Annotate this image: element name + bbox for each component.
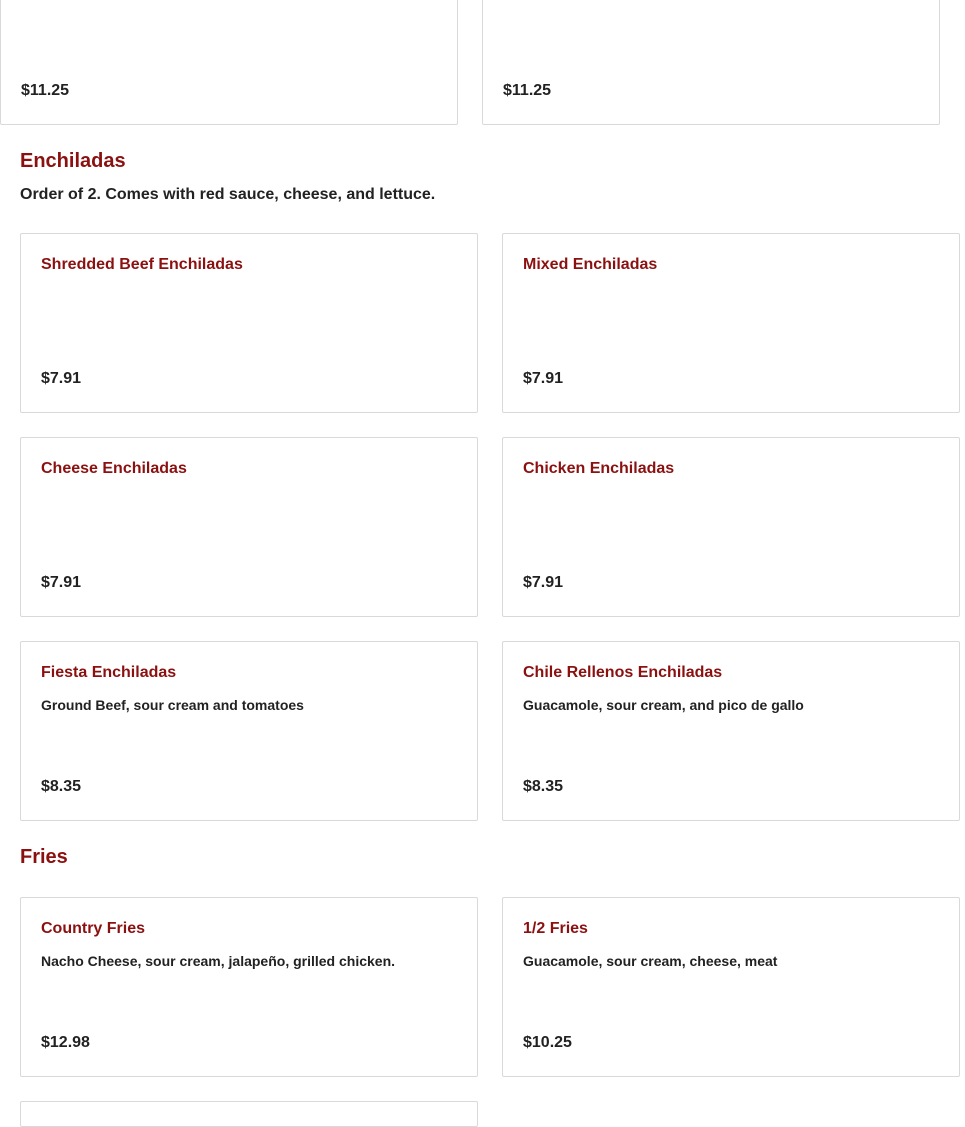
item-name: 1/2 Fries <box>523 920 588 937</box>
menu-item-card[interactable] <box>20 1101 478 1127</box>
item-price: $12.98 <box>41 1034 90 1051</box>
menu-item-card[interactable] <box>502 437 960 617</box>
item-price: $8.35 <box>523 778 564 795</box>
item-description: Nacho Cheese, sour cream, jalapeño, grilled chicken. <box>41 953 396 969</box>
item-price: $11.25 <box>21 82 70 99</box>
menu-item-card[interactable] <box>20 641 478 821</box>
item-name: Fiesta Enchiladas <box>41 664 177 681</box>
menu-item-card[interactable] <box>20 897 478 1077</box>
menu-item-card[interactable] <box>502 897 960 1077</box>
menu-item-card[interactable] <box>20 233 478 413</box>
item-name: Cheese Enchiladas <box>41 460 187 477</box>
item-description: Guacamole, sour cream, and pico de gallo <box>523 697 804 713</box>
menu-item-card[interactable] <box>20 437 478 617</box>
item-name: Chile Rellenos Enchiladas <box>523 664 723 681</box>
item-price: $7.91 <box>523 574 564 591</box>
item-name: Country Fries <box>41 920 146 937</box>
section-title-enchiladas: Enchiladas <box>20 150 126 172</box>
item-price: $11.25 <box>503 82 552 99</box>
item-name: Chicken Enchiladas <box>523 460 675 477</box>
item-description: Ground Beef, sour cream and tomatoes <box>41 697 304 713</box>
section-title-fries: Fries <box>20 846 68 868</box>
menu-item-card[interactable] <box>482 0 940 125</box>
menu-item-card[interactable] <box>502 233 960 413</box>
item-name: Shredded Beef Enchiladas <box>41 256 243 273</box>
item-price: $10.25 <box>523 1034 572 1051</box>
item-price: $7.91 <box>41 370 82 387</box>
item-price: $7.91 <box>523 370 564 387</box>
item-name: Mixed Enchiladas <box>523 256 658 273</box>
menu-item-card[interactable] <box>0 0 458 125</box>
item-price: $8.35 <box>41 778 82 795</box>
menu-item-card[interactable] <box>502 641 960 821</box>
item-description: Guacamole, sour cream, cheese, meat <box>523 953 778 969</box>
section-description-enchiladas: Order of 2. Comes with red sauce, cheese, and lettuce. <box>20 186 436 203</box>
item-price: $7.91 <box>41 574 82 591</box>
